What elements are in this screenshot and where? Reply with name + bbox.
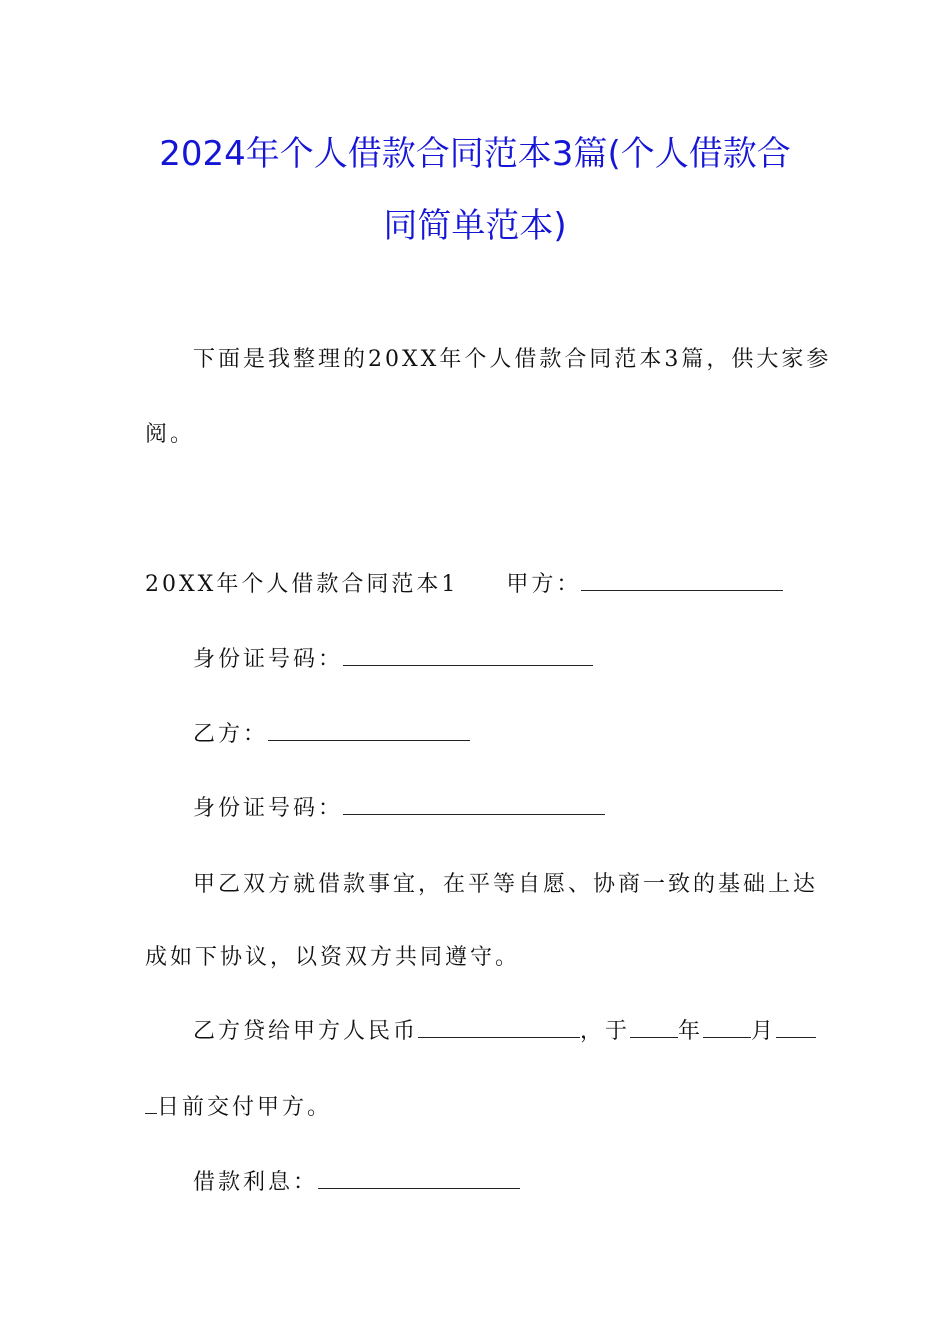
contract-heading-row: [145, 570, 783, 600]
interest-label: 借款利息：: [193, 1170, 319, 1195]
id-number-blank-1: [343, 645, 593, 666]
loan-year-blank: [630, 1017, 678, 1038]
document-title-line-2: 同简单范本): [383, 206, 567, 246]
agreement-paragraph-line-2: 成如下协议，以资双方共同遵守。: [145, 945, 521, 970]
id-number-label-2: 身份证号码：: [193, 796, 344, 821]
loan-day-blank-end: [145, 1093, 157, 1114]
party-b-label: 乙方：: [193, 722, 269, 747]
party-a-blank: [581, 570, 783, 591]
interest-blank: [318, 1168, 520, 1189]
loan-year-label: 年: [678, 1019, 704, 1044]
contract-heading: 20XX年个人借款合同范本1: [145, 572, 459, 597]
party-b-blank: [268, 720, 470, 741]
party-a-label: 甲方：: [506, 572, 582, 597]
loan-delivery-row: [145, 1093, 332, 1123]
document-title-line-1: 2024年个人借款合同范本3篇(个人借款合: [159, 134, 791, 174]
intro-paragraph-line-1: 下面是我整理的20XX年个人借款合同范本3篇，供大家参: [193, 347, 832, 372]
party-b-row: [193, 720, 470, 750]
loan-amount-blank: [418, 1017, 580, 1038]
loan-month-label: 月: [751, 1019, 777, 1044]
loan-amount-text: 乙方贷给甲方人民币: [193, 1019, 419, 1044]
id-number-row-1: [193, 645, 593, 675]
intro-paragraph-line-2: 阅。: [145, 422, 196, 447]
id-number-blank-2: [343, 794, 605, 815]
loan-delivery-text: 日前交付甲方。: [157, 1095, 333, 1120]
agreement-paragraph-line-1: 甲乙双方就借款事宜，在平等自愿、协商一致的基础上达: [193, 872, 819, 897]
loan-day-blank-start: [776, 1017, 816, 1038]
loan-month-blank: [703, 1017, 751, 1038]
interest-row: [193, 1168, 520, 1198]
loan-amount-row: [193, 1017, 816, 1047]
id-number-row-2: [193, 794, 605, 824]
id-number-label-1: 身份证号码：: [193, 647, 344, 672]
loan-date-prefix: ，于: [580, 1019, 631, 1044]
